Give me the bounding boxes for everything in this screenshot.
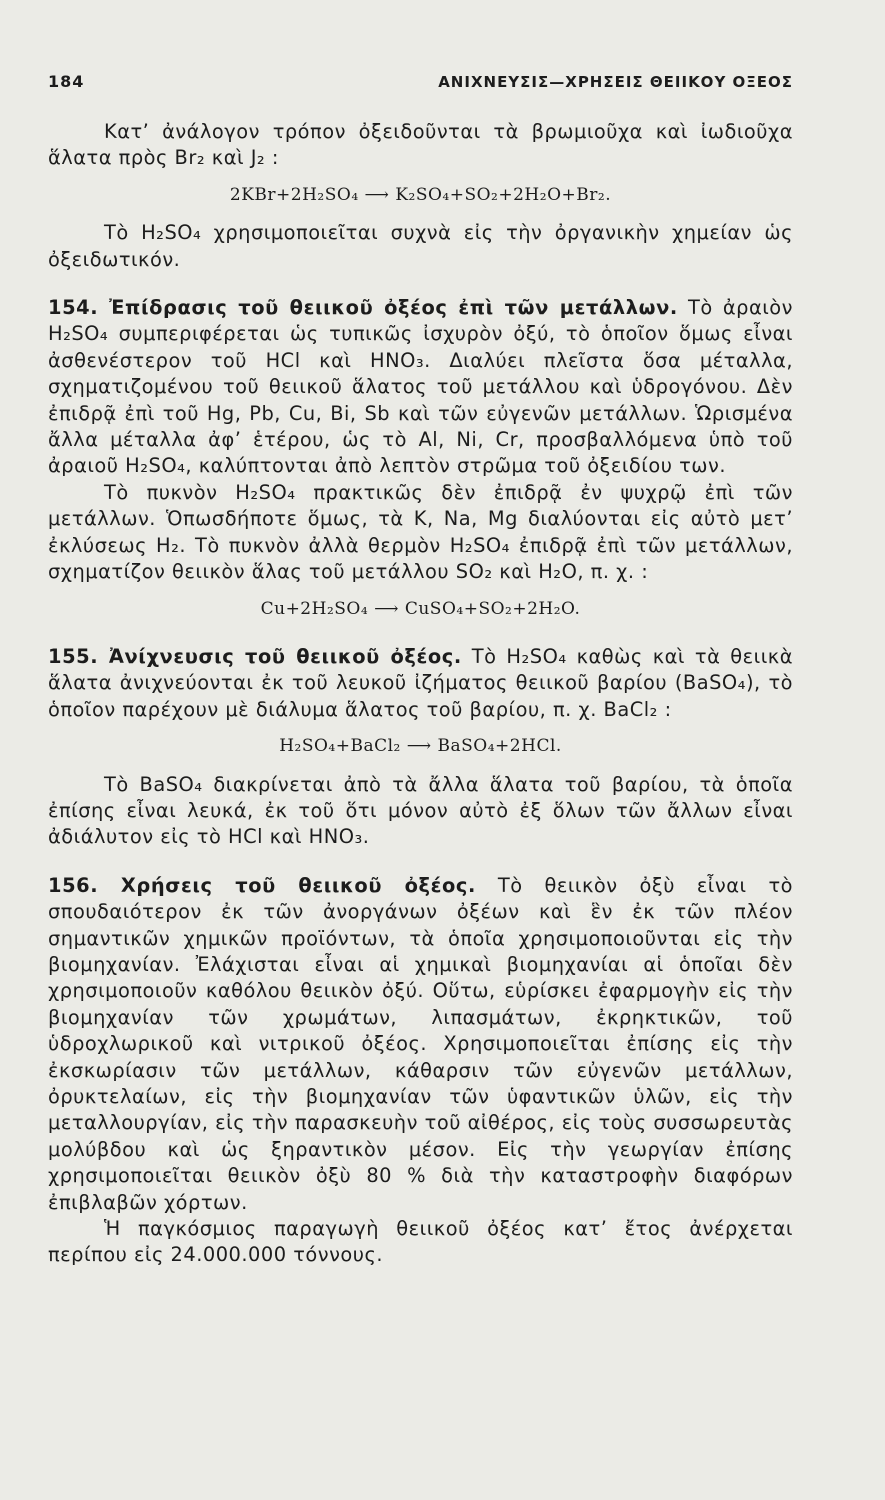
section-155 (48, 644, 793, 723)
section-156-text-1: Τὸ θειικὸν ὀξὺ εἶναι τὸ σπουδαιότερον ἐκ τῶν ἀνοργάνων ὀξέων καὶ ἓν ἐκ τῶν πλέον σημαντικῶν χημικῶν προϊόντων, τὰ ὁποῖα χρησιμοποιοῦνται εἰς τὴν βιομηχανίαν. Ἐλάχισται εἶναι αἱ χημικαὶ βιομηχανίαι αἱ ὁποῖαι δὲν χρησιμοποιοῦν καθόλου θειικὸν ὀξύ. Οὕτω, εὑρίσκει ἐφαρμογὴν εἰς τὴν βιομηχανίαν τῶν χρωμάτων, λιπασμάτων, ἐκρηκτικῶν, τοῦ ὑδροχλωρικοῦ καὶ νιτρικοῦ ὀξέος. Χρησιμοποιεῖται ἐπίσης εἰς τὴν ἐκσκωρίασιν τῶν μετάλλων, κάθαρσιν τῶν εὐγενῶν μετάλλων, ὀρυκτελαίων, εἰς τὴν βιομηχανίαν τῶν ὑφαντικῶν ὑλῶν, εἰς τὴν μεταλλουργίαν, εἰς τὴν παρασκευὴν τοῦ αἰθέρος, εἰς τοὺς συσσωρευτὰς μολύβδου καὶ ὡς ξηραντικὸν μέσον. Εἰς τὴν γεωργίαν ἐπίσης χρησιμοποιεῖται θειικὸν ὀξὺ 80 % διὰ τὴν καταστροφὴν διαφόρων ἐπιβλαβῶν χόρτων. (48, 873, 793, 1214)
section-155-text-2: Τὸ BaSO₄ διακρίνεται ἀπὸ τὰ ἄλλα ἅλατα τοῦ βαρίου, τὰ ὁποῖα ἐπίσης εἶναι λευκά, ἐκ τοῦ ὅτι μόνον αὐτὸ ἐξ ὅλων τῶν ἄλλων εἶναι ἀδιάλυτον εἰς τὸ HCl καὶ HNO₃. (48, 772, 793, 849)
intro-paragraph-2: Τὸ H₂SO₄ χρησιμοποιεῖται συχνὰ εἰς τὴν ὀργανικὴν χημείαν ὡς ὀξειδωτικόν. (48, 221, 793, 271)
equation-barium: H₂SO₄+BaCl₂ ⟶ BaSO₄+2HCl. (279, 736, 562, 757)
section-156-heading: 156. Χρήσεις τοῦ θειικοῦ ὀξέος. (48, 873, 476, 897)
section-154 (48, 295, 793, 480)
section-155-text-1: Τὸ H₂SO₄ καθὼς καὶ τὰ θειικὰ ἅλατα ἀνιχνεύονται ἐκ τοῦ λευκοῦ ἰζήματος θειικοῦ βαρίου (BaSO₄), τὸ ὁποῖον παρέχουν μὲ διάλυμα ἅλατος τοῦ βαρίου, π. χ. BaCl₂ : (48, 644, 793, 721)
section-154-text-2: Τὸ πυκνὸν H₂SO₄ πρακτικῶς δὲν ἐπιδρᾷ ἐν ψυχρῷ ἐπὶ τῶν μετάλλων. Ὁπωσδήποτε ὅμως, τὰ K, Na, Mg διαλύονται εἰς αὐτὸ μετ’ ἐκλύσεως H₂. Τὸ πυκνὸν ἀλλὰ θερμὸν H₂SO₄ ἐπιδρᾷ ἐπὶ τῶν μετάλλων, σχηματίζον θειικὸν ἅλας τοῦ μετάλλου SO₂ καὶ H₂O, π. χ. : (48, 480, 793, 584)
page-body (48, 119, 793, 1269)
equation-copper: Cu+2H₂SO₄ ⟶ CuSO₄+SO₂+2H₂O. (260, 598, 581, 619)
section-156-text-2: Ἡ παγκόσμιος παραγωγὴ θειικοῦ ὀξέος κατ’ ἔτος ἀνέρχεται περίπου εἰς 24.000.000 τόννους. (48, 1217, 793, 1267)
section-154-heading: 154. Ἐπίδρασις τοῦ θειικοῦ ὀξέος ἐπὶ τῶν μετάλλων. (48, 296, 678, 320)
section-155-heading: 155. Ἀνίχνευσις τοῦ θειικοῦ ὀξέος. (48, 644, 462, 668)
section-156 (48, 873, 793, 1216)
page-number: 184 (48, 72, 85, 91)
intro-paragraph-1: Κατ’ ἀνάλογον τρόπον ὀξειδοῦνται τὰ βρωμιοῦχα καὶ ἰωδιοῦχα ἅλατα πρὸς Br₂ καὶ J₂ : (48, 120, 793, 170)
page-header (48, 72, 793, 91)
section-154-text-1: Τὸ ἀραιὸν H₂SO₄ συμπεριφέρεται ὡς τυπικῶς ἰσχυρὸν ὀξύ, τὸ ὁποῖον ὅμως εἶναι ἀσθενέστερον τοῦ HCl καὶ HNO₃. Διαλύει πλεῖστα ὅσα μέταλλα, σχηματιζομένου τοῦ θειικοῦ ἅλατος τοῦ μετάλλου καὶ ὑδρογόνου. Δὲν ἐπιδρᾷ ἐπὶ τοῦ Hg, Pb, Cu, Bi, Sb καὶ τῶν εὐγενῶν μετάλλων. Ὡρισμένα ἄλλα μέταλλα ἀφ’ ἑτέρου, ὡς τὸ Al, Ni, Cr, προσβαλλόμενα ὑπὸ τοῦ ἀραιοῦ H₂SO₄, καλύπτονται ἀπὸ λεπτὸν στρῶμα τοῦ ὀξειδίου των. (48, 296, 793, 478)
running-title: ΑΝΙΧΝΕΥΣΙΣ—ΧΡΗΣΕΙΣ ΘΕΙΙΚΟΥ ΟΞΕΟΣ (438, 73, 793, 91)
equation-bromide: 2KBr+2H₂SO₄ ⟶ K₂SO₄+SO₂+2H₂O+Br₂. (229, 184, 612, 205)
